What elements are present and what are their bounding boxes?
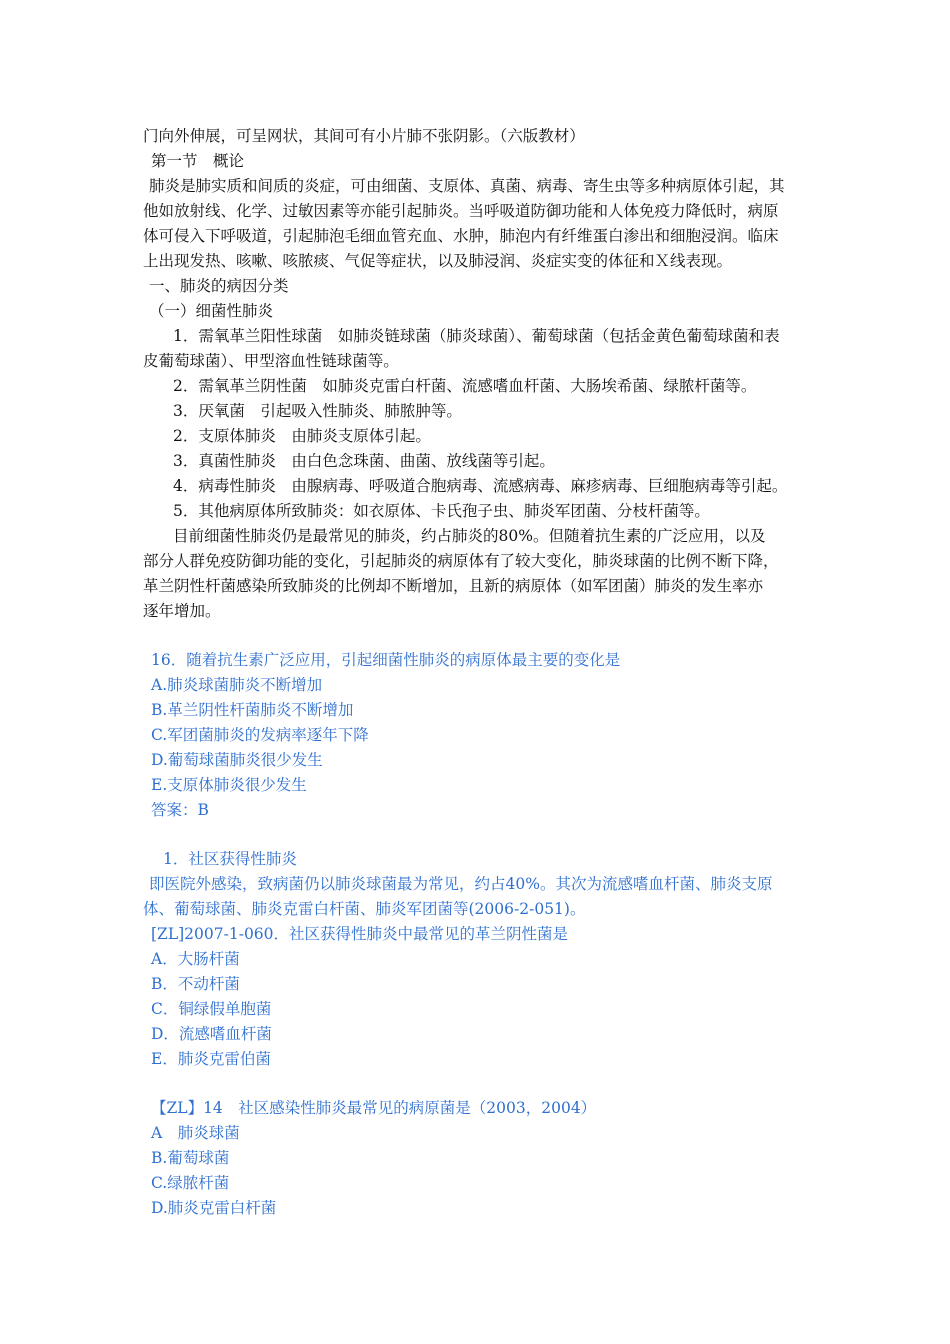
text-line: 部分人群免疫防御功能的变化，引起肺炎的病原体有了较大变化，肺炎球菌的比例不断下降， [143, 552, 779, 570]
text-line: 上出现发热、咳嗽、咳脓痰、气促等症状，以及肺浸润、炎症实变的体征和Ｘ线表现。 [143, 252, 733, 270]
answer-option: D.葡萄球菌肺炎很少发生 [151, 751, 323, 769]
subsection-heading: 一、肺炎的病因分类 [149, 277, 289, 295]
list-item: 3．真菌性肺炎 由白色念珠菌、曲菌、放线菌等引起。 [173, 452, 555, 470]
text-line: 即医院外感染，致病菌仍以肺炎球菌最为常见，约占40%。其次为流感嗜血杆菌、肺炎支原 [149, 875, 773, 893]
list-item: 4．病毒性肺炎 由腺病毒、呼吸道合胞病毒、流感病毒、麻疹病毒、巨细胞病毒等引起。 [173, 477, 788, 495]
text-line: 革兰阴性杆菌感染所致肺炎的比例却不断增加，且新的病原体（如军团菌）肺炎的发生率亦 [143, 577, 764, 595]
question-stem: 【ZL】14 社区感染性肺炎最常见的病原菌是（2003，2004） [151, 1099, 597, 1117]
answer-option: E．肺炎克雷伯菌 [151, 1050, 271, 1068]
text-line: 肺炎是肺实质和间质的炎症，可由细菌、支原体、真菌、病毒、寄生虫等多种病原体引起，其 [149, 177, 785, 195]
section-heading: 第一节 概论 [151, 152, 245, 170]
list-item: 3．厌氧菌 引起吸入性肺炎、肺脓肿等。 [173, 402, 462, 420]
text-line: 门向外伸展，可呈网状，其间可有小片肺不张阴影。（六版教材） [143, 127, 585, 145]
text-line: 目前细菌性肺炎仍是最常见的肺炎，约占肺炎的80%。但随着抗生素的广泛应用，以及 [173, 527, 766, 545]
list-item: 2．需氧革兰阴性菌 如肺炎克雷白杆菌、流感嗜血杆菌、大肠埃希菌、绿脓杆菌等。 [173, 377, 757, 395]
answer-option: A 肺炎球菌 [151, 1124, 240, 1142]
text-line: 皮葡萄球菌）、甲型溶血性链球菌等。 [143, 352, 399, 370]
list-item: 1．需氧革兰阳性球菌 如肺炎链球菌（肺炎球菌）、葡萄球菌（包括金黄色葡萄球菌和表 [173, 327, 780, 345]
answer-option: B.葡萄球菌 [151, 1149, 230, 1167]
question-stem: [ZL]2007-1-060．社区获得性肺炎中最常见的革兰阴性菌是 [151, 925, 569, 943]
answer-option: D．流感嗜血杆菌 [151, 1025, 272, 1043]
text-line: 他如放射线、化学、过敏因素等亦能引起肺炎。当呼吸道防御功能和人体免疫力降低时，病原 [143, 202, 779, 220]
answer-option: D.肺炎克雷白杆菌 [151, 1199, 277, 1217]
text-line: 逐年增加。 [143, 602, 221, 620]
subsection-heading: （一）细菌性肺炎 [149, 302, 274, 320]
text-line: 体可侵入下呼吸道，引起肺泡毛细血管充血、水肿，肺泡内有纤维蛋白渗出和细胞浸润。临床 [143, 227, 779, 245]
answer-option: A．大肠杆菌 [151, 950, 240, 968]
subsection-heading: 1．社区获得性肺炎 [163, 850, 297, 868]
answer-option: C．铜绿假单胞菌 [151, 1000, 272, 1018]
answer-option: B．不动杆菌 [151, 975, 240, 993]
list-item: 2．支原体肺炎 由肺炎支原体引起。 [173, 427, 431, 445]
question-stem: 16．随着抗生素广泛应用，引起细菌性肺炎的病原体最主要的变化是 [151, 651, 621, 669]
answer-option: A.肺炎球菌肺炎不断增加 [151, 676, 323, 694]
text-line: 体、葡萄球菌、肺炎克雷白杆菌、肺炎军团菌等(2006-2-051)。 [143, 900, 586, 918]
answer-option: B.革兰阴性杆菌肺炎不断增加 [151, 701, 354, 719]
list-item: 5．其他病原体所致肺炎：如衣原体、卡氏孢子虫、肺炎军团菌、分枝杆菌等。 [173, 502, 710, 520]
answer-option: C.军团菌肺炎的发病率逐年下降 [151, 726, 369, 744]
answer-option: E.支原体肺炎很少发生 [151, 776, 307, 794]
answer-key: 答案：B [151, 801, 209, 819]
answer-option: C.绿脓杆菌 [151, 1174, 230, 1192]
